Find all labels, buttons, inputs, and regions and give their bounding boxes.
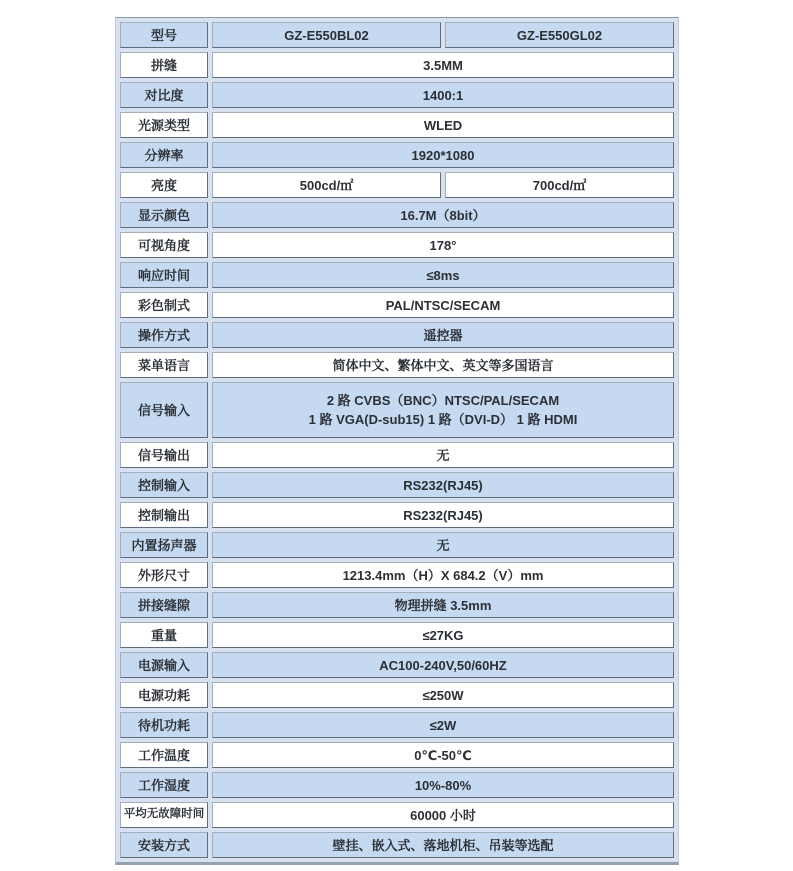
spec-row-label: 电源输入 xyxy=(120,652,208,678)
spec-row xyxy=(120,52,674,78)
spec-row xyxy=(120,532,674,558)
spec-value: 3.5MM xyxy=(212,52,674,78)
spec-value-line: 1 路 VGA(D-sub15) 1 路（DVI-D） 1 路 HDMI xyxy=(308,412,578,427)
spec-value: WLED xyxy=(212,112,674,138)
spec-row xyxy=(120,682,674,708)
spec-value: 壁挂、嵌入式、落地机柜、吊装等选配 xyxy=(212,832,674,858)
spec-value: 1213.4mm（H）X 684.2（V）mm xyxy=(212,562,674,588)
spec-row-label: 信号输入 xyxy=(120,382,208,438)
spec-value: ≤8ms xyxy=(212,262,674,288)
spec-row xyxy=(120,742,674,768)
spec-row-label: 型号 xyxy=(120,22,208,48)
spec-value: ≤27KG xyxy=(212,622,674,648)
spec-row-label: 响应时间 xyxy=(120,262,208,288)
spec-row xyxy=(120,832,674,858)
spec-row xyxy=(120,172,674,198)
spec-row xyxy=(120,22,674,48)
spec-row xyxy=(120,622,674,648)
spec-row-label: 待机功耗 xyxy=(120,712,208,738)
spec-row-label: 可视角度 xyxy=(120,232,208,258)
spec-row xyxy=(120,382,674,438)
spec-row-label: 信号输出 xyxy=(120,442,208,468)
spec-row xyxy=(120,322,674,348)
spec-value: 无 xyxy=(212,442,674,468)
spec-value: 1920*1080 xyxy=(212,142,674,168)
spec-row-label: 平均无故障时间 xyxy=(120,802,208,828)
spec-value: ≤2W xyxy=(212,712,674,738)
spec-row-label: 内置扬声器 xyxy=(120,532,208,558)
spec-row-label: 电源功耗 xyxy=(120,682,208,708)
spec-row xyxy=(120,652,674,678)
spec-row-label: 对比度 xyxy=(120,82,208,108)
spec-row-label: 彩色制式 xyxy=(120,292,208,318)
spec-row-label: 亮度 xyxy=(120,172,208,198)
spec-row-label: 控制输出 xyxy=(120,502,208,528)
spec-row-label: 重量 xyxy=(120,622,208,648)
spec-row xyxy=(120,142,674,168)
spec-row-label: 安装方式 xyxy=(120,832,208,858)
spec-row xyxy=(120,562,674,588)
spec-row xyxy=(120,262,674,288)
spec-value: ≤250W xyxy=(212,682,674,708)
spec-value: GZ-E550GL02 xyxy=(445,22,674,48)
spec-row-label: 工作温度 xyxy=(120,742,208,768)
spec-row xyxy=(120,352,674,378)
spec-value: 178° xyxy=(212,232,674,258)
spec-value: GZ-E550BL02 xyxy=(212,22,441,48)
spec-row-label: 光源类型 xyxy=(120,112,208,138)
spec-row xyxy=(120,82,674,108)
spec-row xyxy=(120,292,674,318)
spec-value: AC100-240V,50/60HZ xyxy=(212,652,674,678)
spec-value: RS232(RJ45) xyxy=(212,502,674,528)
spec-value: 0℃-50℃ xyxy=(212,742,674,768)
spec-row-label: 拼缝 xyxy=(120,52,208,78)
spec-row xyxy=(120,712,674,738)
spec-value xyxy=(212,382,674,438)
spec-value: 500cd/㎡ xyxy=(212,172,441,198)
spec-row xyxy=(120,112,674,138)
spec-row-label: 分辨率 xyxy=(120,142,208,168)
spec-row xyxy=(120,502,674,528)
spec-value: 简体中文、繁体中文、英文等多国语言 xyxy=(212,352,674,378)
spec-row xyxy=(120,772,674,798)
spec-value: 16.7M（8bit） xyxy=(212,202,674,228)
spec-value: 10%-80% xyxy=(212,772,674,798)
spec-value: 700cd/㎡ xyxy=(445,172,674,198)
spec-row xyxy=(120,232,674,258)
spec-row xyxy=(120,592,674,618)
spec-value: 60000 小时 xyxy=(212,802,674,828)
spec-value: 1400:1 xyxy=(212,82,674,108)
spec-row-label: 拼接缝隙 xyxy=(120,592,208,618)
spec-row-label: 工作湿度 xyxy=(120,772,208,798)
spec-value: PAL/NTSC/SECAM xyxy=(212,292,674,318)
spec-row-label: 操作方式 xyxy=(120,322,208,348)
spec-value: 无 xyxy=(212,532,674,558)
spec-value: 物理拼缝 3.5mm xyxy=(212,592,674,618)
spec-row xyxy=(120,202,674,228)
spec-row-label: 外形尺寸 xyxy=(120,562,208,588)
spec-row-label: 控制输入 xyxy=(120,472,208,498)
spec-row xyxy=(120,442,674,468)
spec-table xyxy=(115,17,679,865)
spec-row-label: 菜单语言 xyxy=(120,352,208,378)
spec-row-label: 显示颜色 xyxy=(120,202,208,228)
spec-value-line: 2 路 CVBS（BNC）NTSC/PAL/SECAM xyxy=(326,393,560,408)
spec-row xyxy=(120,472,674,498)
spec-value: RS232(RJ45) xyxy=(212,472,674,498)
spec-row xyxy=(120,802,674,828)
spec-value: 遥控器 xyxy=(212,322,674,348)
